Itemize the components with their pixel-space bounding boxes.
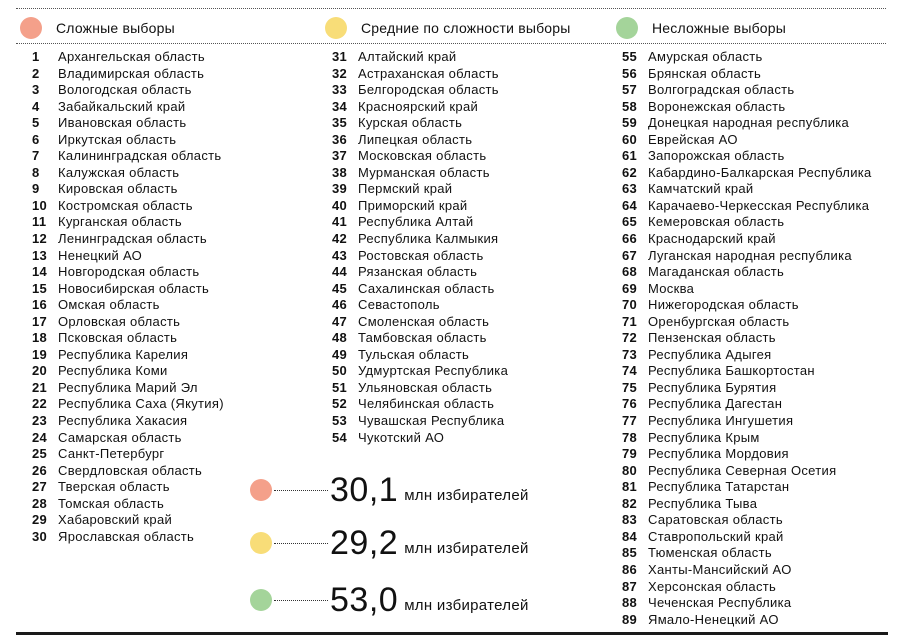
region-list-item [32, 264, 224, 281]
region-name: Республика Бурятия [648, 379, 777, 395]
region-name: Севастополь [358, 297, 440, 313]
region-name: Чукотский АО [358, 429, 445, 445]
region-number: 83 [622, 512, 638, 528]
region-list-item [622, 595, 872, 612]
region-name: Республика Северная Осетия [648, 462, 837, 478]
region-list-item [622, 248, 872, 265]
region-list-item [622, 314, 872, 331]
region-name: Ленинградская область [58, 231, 207, 247]
region-number: 16 [32, 297, 48, 313]
region-number: 47 [332, 313, 348, 329]
region-name: Кемеровская область [648, 214, 785, 230]
region-list-item [32, 281, 224, 298]
region-list-item [622, 363, 872, 380]
region-list-item [32, 529, 224, 546]
region-number: 21 [32, 379, 48, 395]
region-list-item [32, 446, 224, 463]
region-number: 8 [32, 164, 40, 180]
region-number: 28 [32, 495, 48, 511]
region-list-item [622, 181, 872, 198]
hard-elections-list [32, 49, 224, 545]
region-number: 82 [622, 495, 638, 511]
region-list-item [622, 545, 872, 562]
region-number: 84 [622, 528, 638, 544]
region-name: Ульяновская область [358, 379, 493, 395]
region-list-item [332, 132, 508, 149]
region-name: Владимирская область [58, 65, 205, 81]
region-list-item [32, 463, 224, 480]
region-list-item [622, 214, 872, 231]
region-number: 53 [332, 413, 348, 429]
region-list-item [622, 148, 872, 165]
region-number: 30 [32, 528, 48, 544]
region-list-item [32, 363, 224, 380]
region-list-item [332, 214, 508, 231]
region-list-item [332, 380, 508, 397]
region-number: 76 [622, 396, 638, 412]
region-name: Тюменская область [648, 545, 772, 561]
region-name: Тверская область [58, 479, 170, 495]
region-list-item [32, 314, 224, 331]
region-number: 9 [32, 181, 40, 197]
region-list-item [32, 248, 224, 265]
region-name: Забайкальский край [58, 98, 186, 114]
region-number: 49 [332, 346, 348, 362]
region-list-item [622, 115, 872, 132]
region-name: Республика Карелия [58, 346, 189, 362]
region-number: 5 [32, 115, 40, 131]
region-number: 50 [332, 363, 348, 379]
region-list-item [622, 479, 872, 496]
region-name: Воронежская область [648, 98, 786, 114]
region-list-item [332, 49, 508, 66]
region-name: Курганская область [58, 214, 182, 230]
region-name: Брянская область [648, 65, 762, 81]
region-list-item [332, 165, 508, 182]
easy-elections-title: Несложные выборы [652, 20, 787, 36]
region-number: 57 [622, 82, 638, 98]
region-name: Иркутская область [58, 131, 177, 147]
region-number: 56 [622, 65, 638, 81]
region-name: Запорожская область [648, 148, 785, 164]
dotted-leader [274, 490, 328, 491]
medium-elections-title: Средние по сложности выборы [361, 20, 571, 36]
easy-voters-value: 53,0 [330, 581, 399, 619]
region-list-item [32, 148, 224, 165]
region-list-item [332, 430, 508, 447]
region-name: Калужская область [58, 164, 180, 180]
region-name: Республика Крым [648, 429, 760, 445]
region-list-item [332, 148, 508, 165]
region-list-item [622, 99, 872, 116]
region-list-item [622, 165, 872, 182]
region-number: 1 [32, 49, 40, 64]
region-name: Новосибирская область [58, 280, 210, 296]
easy-elections-list [622, 49, 872, 628]
hard-elections-title: Сложные выборы [56, 20, 175, 36]
region-number: 80 [622, 462, 638, 478]
region-list-item [622, 562, 872, 579]
region-number: 7 [32, 148, 40, 164]
region-list-item [332, 413, 508, 430]
region-number: 37 [332, 148, 348, 164]
region-number: 25 [32, 446, 48, 462]
region-number: 62 [622, 164, 638, 180]
region-name: Республика Калмыкия [358, 231, 499, 247]
region-number: 34 [332, 98, 348, 114]
region-name: Челябинская область [358, 396, 495, 412]
region-number: 64 [622, 197, 638, 213]
region-name: Вологодская область [58, 82, 192, 98]
medium-elections-list [332, 49, 508, 446]
region-number: 68 [622, 264, 638, 280]
region-list-item [622, 66, 872, 83]
region-name: Костромская область [58, 197, 193, 213]
region-name: Алтайский край [358, 49, 457, 64]
region-number: 41 [332, 214, 348, 230]
region-name: Удмуртская Республика [358, 363, 509, 379]
region-list-item [32, 380, 224, 397]
region-number: 63 [622, 181, 638, 197]
region-list-item [32, 330, 224, 347]
region-number: 2 [32, 65, 40, 81]
region-list-item [32, 82, 224, 99]
region-name: Астраханская область [358, 65, 499, 81]
region-list-item [622, 446, 872, 463]
region-number: 29 [32, 512, 48, 528]
region-list-item [622, 49, 872, 66]
region-name: Ярославская область [58, 528, 195, 544]
region-name: Херсонская область [648, 578, 777, 594]
region-number: 66 [622, 231, 638, 247]
region-number: 15 [32, 280, 48, 296]
region-number: 55 [622, 49, 638, 64]
region-number: 32 [332, 65, 348, 81]
region-list-item [32, 214, 224, 231]
region-number: 77 [622, 413, 638, 429]
region-number: 46 [332, 297, 348, 313]
region-name: Липецкая область [358, 131, 473, 147]
region-number: 19 [32, 346, 48, 362]
region-name: Республика Мордовия [648, 446, 789, 462]
region-name: Карачаево-Черкесская Республика [648, 197, 870, 213]
region-name: Приморский край [358, 197, 468, 213]
region-number: 65 [622, 214, 638, 230]
region-number: 48 [332, 330, 348, 346]
region-list-item [622, 496, 872, 513]
medium-elections-heading [325, 16, 571, 40]
region-number: 73 [622, 346, 638, 362]
region-name: Чеченская Республика [648, 595, 792, 611]
region-name: Оренбургская область [648, 313, 790, 329]
region-name: Тульская область [358, 346, 470, 362]
region-number: 58 [622, 98, 638, 114]
region-list-item [332, 363, 508, 380]
easy-elections-heading [616, 16, 786, 40]
region-name: Волгоградская область [648, 82, 795, 98]
region-name: Сахалинская область [358, 280, 495, 296]
region-number: 24 [32, 429, 48, 445]
region-list-item [622, 330, 872, 347]
region-list-item [622, 430, 872, 447]
region-name: Москва [648, 280, 695, 296]
region-number: 79 [622, 446, 638, 462]
region-number: 26 [32, 462, 48, 478]
region-name: Санкт-Петербург [58, 446, 165, 462]
region-list-item [622, 396, 872, 413]
region-name: Архангельская область [58, 49, 205, 64]
region-number: 54 [332, 429, 348, 445]
region-name: Смоленская область [358, 313, 490, 329]
region-number: 70 [622, 297, 638, 313]
region-list-item [332, 347, 508, 364]
region-list-item [622, 612, 872, 629]
region-name: Республика Татарстан [648, 479, 790, 495]
region-list-item [622, 264, 872, 281]
region-number: 89 [622, 611, 638, 627]
region-number: 11 [32, 214, 47, 230]
region-list-item [332, 231, 508, 248]
region-name: Пермский край [358, 181, 453, 197]
region-number: 40 [332, 197, 348, 213]
region-list-item [332, 330, 508, 347]
region-number: 43 [332, 247, 348, 263]
region-list-item [622, 82, 872, 99]
region-number: 88 [622, 595, 638, 611]
region-number: 75 [622, 379, 638, 395]
region-list-item [622, 231, 872, 248]
region-list-item [32, 165, 224, 182]
region-list-item [622, 281, 872, 298]
yellow-dot-icon [250, 532, 272, 554]
dotted-leader [274, 600, 328, 601]
region-number: 22 [32, 396, 48, 412]
region-list-item [32, 231, 224, 248]
region-name: Кабардино-Балкарская Республика [648, 164, 872, 180]
hard-elections-heading [20, 16, 175, 40]
region-name: Саратовская область [648, 512, 783, 528]
region-number: 71 [622, 313, 638, 329]
region-list-item [332, 198, 508, 215]
region-list-item [332, 66, 508, 83]
region-list-item [332, 99, 508, 116]
region-list-item [332, 396, 508, 413]
region-list-item [332, 115, 508, 132]
region-number: 33 [332, 82, 348, 98]
region-name: Кировская область [58, 181, 178, 197]
region-name: Ивановская область [58, 115, 187, 131]
region-list-item [622, 512, 872, 529]
region-number: 42 [332, 231, 348, 247]
region-list-item [32, 115, 224, 132]
region-name: Белгородская область [358, 82, 499, 98]
region-list-item [32, 413, 224, 430]
region-number: 72 [622, 330, 638, 346]
region-list-item [622, 198, 872, 215]
region-list-item [622, 579, 872, 596]
region-list-item [32, 347, 224, 364]
region-name: Рязанская область [358, 264, 478, 280]
region-number: 85 [622, 545, 638, 561]
region-list-item [622, 132, 872, 149]
region-list-item [32, 66, 224, 83]
region-number: 52 [332, 396, 348, 412]
region-number: 81 [622, 479, 638, 495]
region-number: 17 [32, 313, 48, 329]
region-list-item [32, 198, 224, 215]
top-divider [16, 8, 886, 9]
region-name: Республика Адыгея [648, 346, 772, 362]
region-name: Свердловская область [58, 462, 203, 478]
region-name: Хабаровский край [58, 512, 173, 528]
region-name: Ханты-Мансийский АО [648, 561, 792, 577]
region-number: 51 [332, 379, 348, 395]
region-name: Республика Дагестан [648, 396, 783, 412]
region-name: Республика Марий Эл [58, 379, 198, 395]
region-name: Донецкая народная республика [648, 115, 850, 131]
region-name: Мурманская область [358, 164, 490, 180]
region-name: Ненецкий АО [58, 247, 143, 263]
region-name: Республика Хакасия [58, 413, 188, 429]
region-name: Еврейская АО [648, 131, 738, 147]
region-list-item [622, 347, 872, 364]
region-name: Чувашская Республика [358, 413, 505, 429]
green-dot-icon [250, 589, 272, 611]
region-list-item [332, 82, 508, 99]
region-name: Московская область [358, 148, 487, 164]
region-name: Республика Алтай [358, 214, 474, 230]
region-number: 6 [32, 131, 40, 147]
red-dot-icon [250, 479, 272, 501]
region-name: Омская область [58, 297, 160, 313]
region-number: 45 [332, 280, 348, 296]
region-list-item [622, 529, 872, 546]
dotted-leader [274, 543, 328, 544]
region-name: Магаданская область [648, 264, 785, 280]
region-list-item [32, 99, 224, 116]
medium-voters-unit: млн избирателей [404, 539, 529, 557]
region-name: Курская область [358, 115, 463, 131]
hard-voters-stat [250, 472, 529, 508]
region-name: Луганская народная республика [648, 247, 852, 263]
region-number: 44 [332, 264, 348, 280]
region-name: Ставропольский край [648, 528, 784, 544]
region-number: 59 [622, 115, 638, 131]
region-number: 74 [622, 363, 638, 379]
region-number: 38 [332, 164, 348, 180]
region-name: Красноярский край [358, 98, 479, 114]
region-list-item [32, 396, 224, 413]
region-list-item [332, 248, 508, 265]
region-name: Тамбовская область [358, 330, 487, 346]
region-number: 3 [32, 82, 40, 98]
region-list-item [332, 314, 508, 331]
region-number: 61 [622, 148, 638, 164]
region-number: 86 [622, 561, 638, 577]
region-name: Ямало-Ненецкий АО [648, 611, 779, 627]
header-divider [16, 43, 886, 44]
region-name: Амурская область [648, 49, 763, 64]
region-number: 10 [32, 197, 48, 213]
green-dot-icon [616, 17, 638, 39]
region-name: Псковская область [58, 330, 178, 346]
hard-voters-value: 30,1 [330, 471, 399, 509]
region-list-item [32, 181, 224, 198]
region-number: 20 [32, 363, 48, 379]
region-name: Ростовская область [358, 247, 484, 263]
region-list-item [32, 479, 224, 496]
region-name: Республика Башкортостан [648, 363, 815, 379]
region-name: Самарская область [58, 429, 182, 445]
region-list-item [332, 297, 508, 314]
region-name: Новгородская область [58, 264, 200, 280]
region-list-item [622, 380, 872, 397]
region-number: 23 [32, 413, 48, 429]
region-name: Республика Тыва [648, 495, 758, 511]
region-number: 14 [32, 264, 48, 280]
region-number: 39 [332, 181, 348, 197]
region-name: Томская область [58, 495, 165, 511]
region-list-item [32, 430, 224, 447]
region-list-item [32, 49, 224, 66]
region-name: Республика Ингушетия [648, 413, 794, 429]
easy-voters-unit: млн избирателей [404, 596, 529, 614]
region-number: 67 [622, 247, 638, 263]
region-number: 36 [332, 131, 348, 147]
region-list-item [32, 297, 224, 314]
region-number: 35 [332, 115, 348, 131]
region-number: 87 [622, 578, 638, 594]
region-name: Республика Коми [58, 363, 168, 379]
region-list-item [622, 413, 872, 430]
red-dot-icon [20, 17, 42, 39]
yellow-dot-icon [325, 17, 347, 39]
easy-voters-stat [250, 582, 529, 618]
region-list-item [32, 496, 224, 513]
region-list-item [332, 181, 508, 198]
region-number: 12 [32, 231, 48, 247]
region-number: 78 [622, 429, 638, 445]
region-list-item [622, 297, 872, 314]
region-number: 27 [32, 479, 48, 495]
region-number: 4 [32, 98, 40, 114]
region-list-item [332, 281, 508, 298]
region-name: Камчатский край [648, 181, 754, 197]
region-number: 18 [32, 330, 48, 346]
region-number: 31 [332, 49, 348, 64]
medium-voters-stat [250, 525, 529, 561]
region-name: Орловская область [58, 313, 181, 329]
region-list-item [32, 512, 224, 529]
region-name: Краснодарский край [648, 231, 776, 247]
region-name: Республика Саха (Якутия) [58, 396, 224, 412]
region-name: Калининградская область [58, 148, 222, 164]
region-list-item [622, 463, 872, 480]
region-name: Нижегородская область [648, 297, 799, 313]
region-number: 60 [622, 131, 638, 147]
medium-voters-value: 29,2 [330, 524, 399, 562]
region-list-item [32, 132, 224, 149]
region-number: 13 [32, 247, 48, 263]
region-name: Пензенская область [648, 330, 776, 346]
bottom-divider [16, 632, 888, 635]
region-number: 69 [622, 280, 638, 296]
region-list-item [332, 264, 508, 281]
hard-voters-unit: млн избирателей [404, 486, 529, 504]
